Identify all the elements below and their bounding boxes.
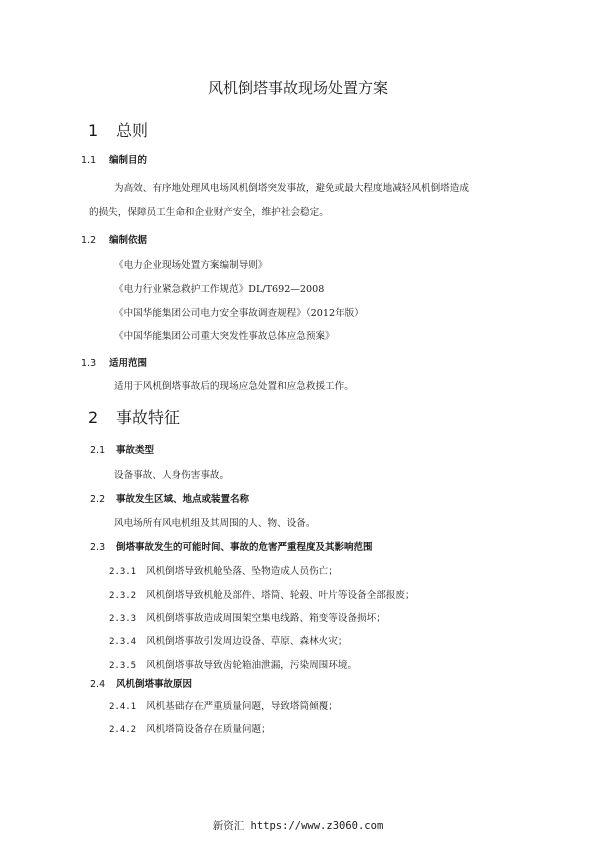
section-1-heading [88, 118, 148, 141]
item-text: 风机倒塔导致机舱及部件、塔筒、轮毂、叶片等设备全部报废； [146, 590, 415, 601]
document-title: 风机倒塔事故现场处置方案 [207, 79, 388, 97]
reference-item: 《电力企业现场处置方案编制导则》 [114, 260, 268, 271]
subsection-title: 编制依据 [109, 235, 148, 246]
item-number: 2.3.1 [109, 567, 137, 577]
item-text: 风机倒塔事故造成周围架空集电线路、箱变等设备损坏； [146, 613, 386, 624]
list-item [109, 563, 338, 577]
paragraph-line: 的损失，保障员工生命和企业财产安全，维护社会稳定。 [89, 207, 329, 218]
item-number: 2.4.2 [109, 725, 137, 735]
list-item [109, 721, 271, 735]
section-number: 1 [88, 121, 99, 140]
subsection-title: 事故发生区域、地点或装置名称 [116, 494, 250, 505]
subsection-number: 2.2 [90, 494, 106, 505]
item-text: 风机基础存在严重质量问题，导致塔筒倾覆； [146, 701, 338, 712]
subsection-title: 倒塔事故发生的可能时间、事故的危害严重程度及其影响范围 [116, 542, 373, 553]
subsection-title: 编制目的 [109, 155, 148, 166]
subsection-title: 风机倒塔事故原因 [116, 679, 193, 690]
reference-item: 《中国华能集团公司重大突发性事故总体应急预案》 [114, 331, 335, 342]
paragraph-line: 风电场所有风电机组及其周围的人、物、设备。 [114, 518, 316, 529]
item-text: 风机倒塔事故导致齿轮箱油泄漏，污染周围环境。 [146, 660, 358, 671]
subsection-number: 2.1 [90, 445, 106, 456]
item-number: 2.3.4 [109, 637, 137, 647]
subsection-2-3-heading [90, 539, 373, 553]
reference-item: 《中国华能集团公司电力安全事故调查规程》（2012年版） [114, 308, 364, 319]
item-number: 2.4.1 [109, 702, 137, 712]
section-number: 2 [88, 408, 99, 427]
subsection-1-3-heading [81, 355, 147, 369]
reference-item: 《电力行业紧急救护工作规范》DL/T692—2008 [114, 284, 325, 295]
list-item [109, 657, 357, 671]
item-number: 2.3.5 [109, 661, 137, 671]
item-text: 风机塔筒设备存在质量问题； [146, 724, 271, 735]
section-title: 事故特征 [116, 408, 181, 427]
paragraph-line: 为高效、有序地处理风电场风机倒塔突发事故，避免或最大程度地减轻风机倒塔造成 [114, 183, 469, 194]
item-number: 2.3.2 [109, 591, 137, 601]
list-item [109, 610, 386, 624]
subsection-2-2-heading [90, 491, 249, 505]
item-text: 风机倒塔导致机舱坠落、坠物造成人员伤亡； [146, 566, 338, 577]
subsection-2-4-heading [90, 676, 192, 690]
subsection-number: 1.3 [81, 358, 97, 369]
section-title: 总则 [116, 121, 149, 140]
item-text: 风机倒塔事故引发周边设备、草原、森林火灾； [146, 636, 348, 647]
subsection-number: 2.4 [90, 679, 106, 690]
paragraph-line: 设备事故、人身伤害事故。 [114, 470, 230, 481]
subsection-1-1-heading [81, 152, 147, 166]
subsection-number: 2.3 [90, 542, 106, 553]
section-2-heading [88, 405, 180, 428]
subsection-number: 1.1 [81, 155, 97, 166]
list-item [109, 633, 347, 647]
subsection-1-2-heading [81, 232, 147, 246]
list-item [109, 587, 415, 601]
paragraph-line: 适用于风机倒塔事故后的现场应急处置和应急救援工作。 [114, 381, 354, 392]
list-item [109, 698, 338, 712]
subsection-title: 事故类型 [116, 445, 155, 456]
subsection-number: 1.2 [81, 235, 97, 246]
subsection-2-1-heading [90, 442, 154, 456]
item-number: 2.3.3 [109, 614, 137, 624]
subsection-title: 适用范围 [109, 358, 148, 369]
footer-watermark: 新资汇 https://www.z3060.com [212, 820, 384, 832]
